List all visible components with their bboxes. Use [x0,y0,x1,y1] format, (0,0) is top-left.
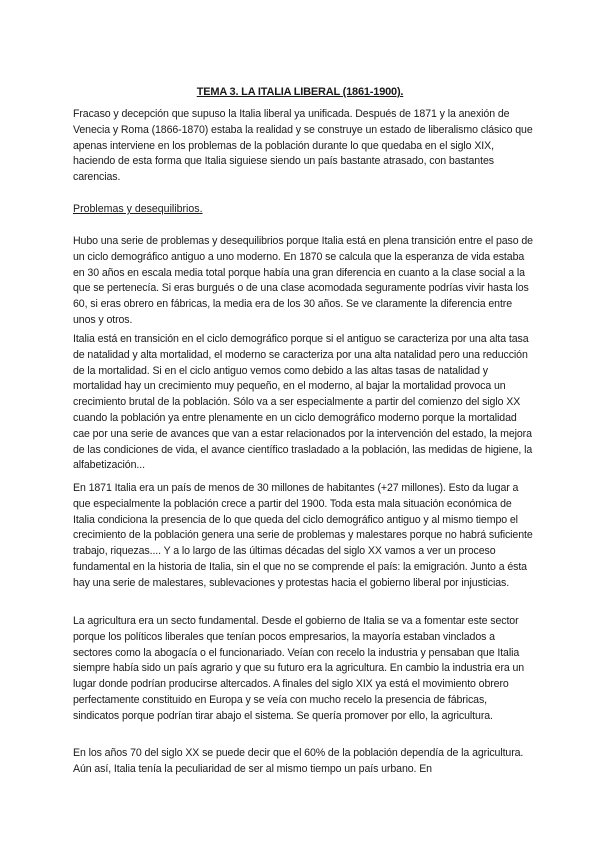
body-paragraph: En los años 70 del siglo XX se puede decir que el 60% de la población dependía de la agricultura. Aún así, Italia tenía la peculiaridad de ser al mismo tiempo un país urbano. En [73,747,524,775]
document-title: TEMA 3. LA ITALIA LIBERAL (1861-1900). [196,86,404,98]
body-paragraph: Hubo una serie de problemas y desequilibrios porque Italia está en plena transición entre el paso de un ciclo demográfico antiguo a uno moderno. En 1870 se calcula que la esperanza de vida estaba en 30 años en escala media total porque había una gran diferencia en cuanto a la clase social a la que se pertenecía. Si eras burgués o de una clase acomodada seguramente podrías vivir hasta los 60, si eras obrero en fábricas, la media era de los 30 años. Se ve claramente la diferencia entre unos y otros. [73,235,533,326]
body-paragraph: En 1871 Italia era un país de menos de 30 millones de habitantes (+27 millones). Esto da lugar a que especialmente la población crece a partir del 1900. Toda esta mala situación económica de Italia condiciona la presencia de lo que queda del ciclo demográfico antiguo y al mismo tiempo el crecimiento de la población genera una serie de problemas y malestares porque no habrá suficiente trabajo, riquezas.... Y a lo largo de las últimas décadas del siglo XX vamos a ver un proceso fundamental en la historia de Italia, sin el que no se comprende el país: la emigración. Junto a ésta hay una serie de malestares, sublevaciones y protestas hacia el gobierno liberal por injusticias. [73,482,533,589]
body-paragraph: Italia está en transición en el ciclo demográfico porque si el antiguo se caracteriza por una alta tasa de natalidad y alta mortalidad, el moderno se caracteriza por una alta natalidad pero una reducción de la mortalidad. Si en el ciclo antiguo vemos como debido a las altas tasas de natalidad y mortalidad hay un crecimiento muy pequeño, en el moderno, al bajar la mortalidad provoca un crecimiento brutal de la población. Sólo va a ser especialmente a partir del comienzo del siglo XX cuando la población ya entre plenamente en un ciclo demográfico moderno porque la mortalidad cae por una serie de avances que van a estar relacionados por la intervención del estado, la mejora de las condiciones de vida, el avance científico trasladado a la población, las medidas de higiene, la alfabetización... [73,333,533,472]
intro-paragraph: Fracaso y decepción que supuso la Italia liberal ya unificada. Después de 1871 y la anexión de Venecia y Roma (1866-1870) estaba la realidad y se construye un estado de liberalismo clásico que apenas interviene en los problemas de la población durante lo que quedaba en el siglo XIX, haciendo de esta forma que Italia siguiese siendo un país bastante atrasado, con bastantes carencias. [73,108,533,184]
section-heading: Problemas y desequilibrios. [73,203,203,215]
body-paragraph: La agricultura era un secto fundamental. Desde el gobierno de Italia se va a fomentar este sector porque los políticos liberales que tenían pocos empresarios, la mayoría estaban vinclados a sectores como la abogacía o el funcionariado. Veían con recelo la industria y pensaban que Italia siempre había sido un país agrario y que su futuro era la agricultura. En cambio la industria era un lugar donde podrían producirse altercados. A finales del siglo XIX ya está el movimiento obrero perfectamente constituido en Europa y se veía con mucho recelo la presencia de fábricas, sindicatos porque podrían tirar abajo el sistema. Se quería promover por ello, la agricultura. [73,615,525,722]
